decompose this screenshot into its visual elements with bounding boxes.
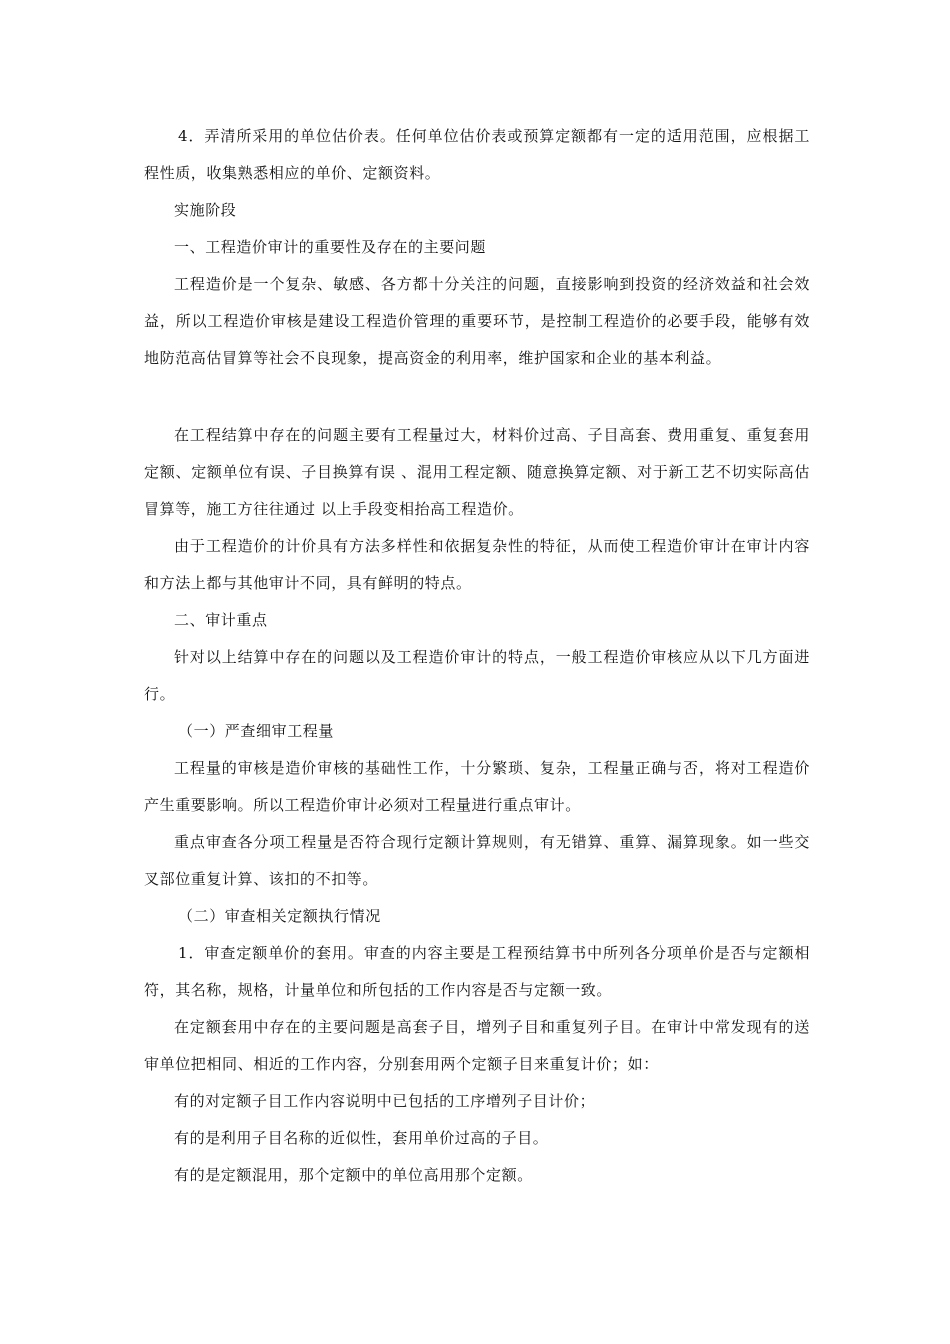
paragraph-example-one: 有的对定额子目工作内容说明中已包括的工序增列子目计价；	[174, 1092, 596, 1110]
heading-section-two: 二、审计重点	[174, 611, 268, 629]
paragraph-quota-problems: 在定额套用中存在的主要问题是高套子目，增列子目和重复列子目。在审计中常发现有的送审单位把相同、相近的工作内容，分别套用两个定额子目来重复计价；如：	[144, 1018, 810, 1073]
paragraph-quantity-review: 工程量的审核是造价审核的基础性工作，十分繁琐、复杂，工程量正确与否，将对工程造价产生重要影响。所以工程造价审计必须对工程量进行重点审计。	[144, 759, 810, 814]
paragraph-quantity-rules: 重点审查各分项工程量是否符合现行定额计算规则，有无错算、重算、漏算现象。如一些交叉部位重复计算、该扣的不扣等。	[144, 833, 810, 888]
paragraph-audit-focus-intro: 针对以上结算中存在的问题以及工程造价审计的特点，一般工程造价审核应从以下几方面进行。	[144, 648, 810, 703]
paragraph-audit-characteristics: 由于工程造价的计价具有方法多样性和依据复杂性的特征，从而使工程造价审计在审计内容和方法上都与其他审计不同，具有鲜明的特点。	[144, 537, 810, 592]
paragraph-settlement-problems: 在工程结算中存在的问题主要有工程量过大，材料价过高、子目高套、费用重复、重复套用定额、定额单位有误、子目换算有误 、混用工程定额、随意换算定额、对于新工艺不切实际高估冒算等，施工方往往通过 以上手段变相抬高工程造价。	[144, 426, 810, 518]
paragraph-quota-unit-price: 1．审查定额单价的套用。审查的内容主要是工程预结算书中所列各分项单价是否与定额相符，其名称，规格，计量单位和所包括的工作内容是否与定额一致。	[144, 944, 810, 999]
paragraph-unit-price-table: 4．弄清所采用的单位估价表。任何单位估价表或预算定额都有一定的适用范围，应根据工程性质，收集熟悉相应的单价、定额资料。	[144, 127, 810, 182]
paragraph-gap	[144, 377, 810, 417]
heading-subsection-one: （一）严查细审工程量	[178, 722, 335, 740]
heading-subsection-two: （二）审查相关定额执行情况	[178, 907, 381, 925]
paragraph-example-three: 有的是定额混用，那个定额中的单位高用那个定额。	[174, 1166, 533, 1184]
heading-implementation-stage: 实施阶段	[174, 201, 237, 219]
heading-section-one: 一、工程造价审计的重要性及存在的主要问题	[174, 238, 487, 256]
paragraph-example-two: 有的是利用子目名称的近似性，套用单价过高的子目。	[174, 1129, 549, 1147]
document-page	[144, 118, 810, 1194]
paragraph-importance: 工程造价是一个复杂、敏感、各方都十分关注的问题，直接影响到投资的经济效益和社会效益，所以工程造价审核是建设工程造价管理的重要环节，是控制工程造价的必要手段，能够有效地防范高估冒算等社会不良现象，提高资金的利用率，维护国家和企业的基本利益。	[144, 275, 810, 367]
